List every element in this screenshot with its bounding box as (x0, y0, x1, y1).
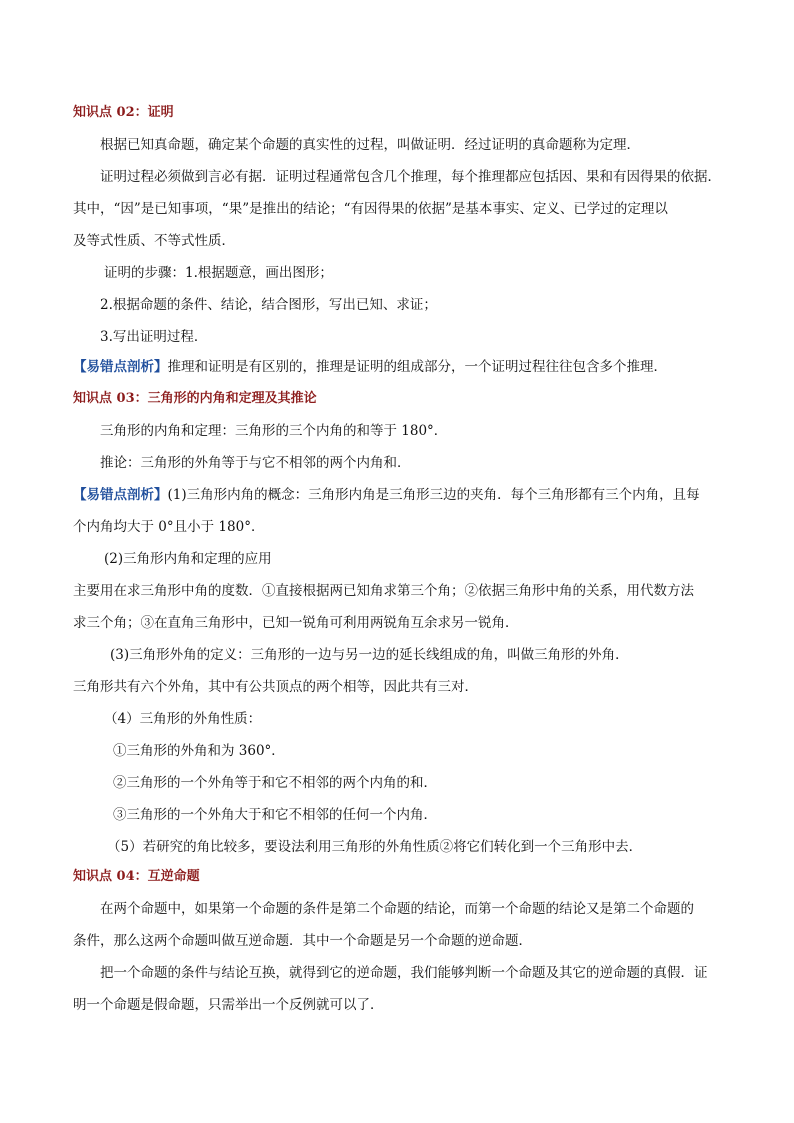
section-heading-converse: 知识点 04：互逆命题 (73, 869, 200, 884)
proof-step-1: 证明的步骤：1.根据题意，画出图形； (104, 265, 333, 281)
item-3-line1: (3)三角形外角的定义：三角形的一边与另一边的延长线组成的角，叫做三角形的外角． (110, 647, 629, 663)
paragraph-proof-process-line1: 证明过程必须做到言必有据．证明过程通常包含几个推理，每个推理都应包括因、果和有因得果的依据． (100, 169, 721, 185)
converse-paragraph1-line1: 在两个命题中，如果第一个命题的条件是第二个命题的结论，而第一个命题的结论又是第二个命题的 (100, 901, 694, 917)
item-2-line2: 求三个角；③在直角三角形中，已知一锐角可利用两锐角互余求另一锐角． (73, 615, 519, 631)
paragraph-proof-process-line3: 及等式性质、不等式性质． (73, 233, 235, 249)
item-2-title: (2)三角形内角和定理的应用 (104, 551, 272, 567)
item-4-title: （4）三角形的外角性质： (104, 711, 262, 727)
item-2-line1: 主要用在求三角形中角的度数．①直接根据两已知角求第三个角；②依据三角形中角的关系，用代数方法 (73, 583, 694, 599)
section-heading-triangle-angles: 知识点 03：三角形的内角和定理及其推论 (73, 391, 317, 406)
error-analysis-text-continued: 个内角均大于 0°且小于 180°． (73, 519, 265, 535)
triangle-corollary: 推论：三角形的外角等于与它不相邻的两个内角和． (100, 455, 411, 471)
paragraph-proof-definition: 根据已知真命题，确定某个命题的真实性的过程，叫做证明．经过证明的真命题称为定理． (100, 137, 640, 153)
item-4-property-c: ③三角形的一个外角大于和它不相邻的任何一个内角． (113, 807, 437, 823)
error-analysis-text: (1)三角形内角的概念：三角形内角是三角形三边的夹角．每个三角形都有三个内角，且每 (167, 487, 700, 503)
error-analysis-tag: 【易错点剖析】 (73, 359, 168, 375)
proof-step-2: 2.根据命题的条件、结论，结合图形，写出已知、求证； (100, 297, 437, 313)
paragraph-proof-process-line2: 其中，“因”是已知事项，“果”是推出的结论；“有因得果的依据”是基本事实、定义、已学过的定理以 (73, 201, 668, 217)
converse-paragraph1-line2: 条件，那么这两个命题叫做互逆命题．其中一个命题是另一个命题的逆命题． (73, 933, 532, 949)
error-analysis-tag: 【易错点剖析】 (73, 487, 168, 503)
error-analysis-text: 推理和证明是有区别的，推理是证明的组成部分，一个证明过程往往包含多个推理． (167, 359, 667, 375)
proof-step-3: 3.写出证明过程． (100, 329, 208, 345)
item-4-property-b: ②三角形的一个外角等于和它不相邻的两个内角的和． (113, 775, 437, 791)
item-5: （5）若研究的角比较多，要设法利用三角形的外角性质②将它们转化到一个三角形中去． (107, 839, 643, 855)
item-4-property-a: ①三角形的外角和为 360°． (113, 743, 285, 759)
error-analysis-note-proof (73, 357, 733, 377)
converse-paragraph2-line1: 把一个命题的条件与结论互换，就得到它的逆命题，我们能够判断一个命题及其它的逆命题的真假．证 (100, 965, 708, 981)
item-3-line2: 三角形共有六个外角，其中有公共顶点的两个相等，因此共有三对． (73, 679, 478, 695)
section-heading-proof: 知识点 02：证明 (73, 105, 174, 120)
triangle-sum-theorem: 三角形的内角和定理：三角形的三个内角的和等于 180°． (100, 423, 448, 439)
error-analysis-note-triangle (73, 485, 733, 505)
converse-paragraph2-line2: 明一个命题是假命题，只需举出一个反例就可以了． (73, 997, 384, 1013)
